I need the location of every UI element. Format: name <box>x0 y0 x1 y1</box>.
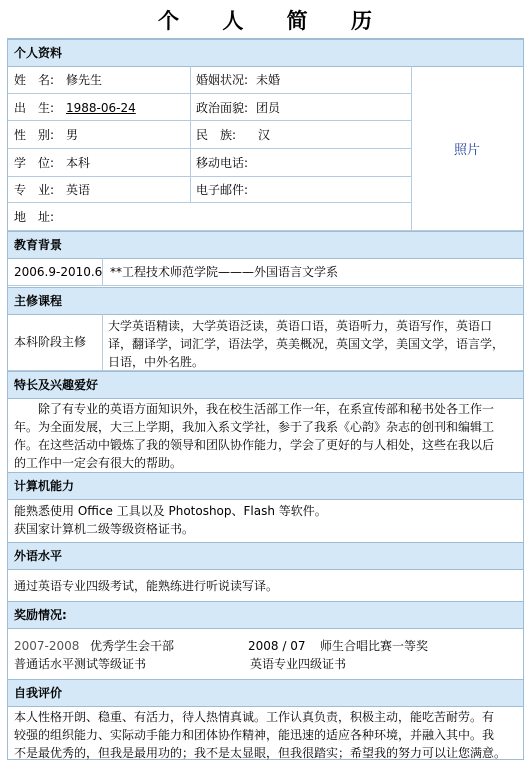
major-value: 英语 <box>66 183 91 197</box>
section-header-self: 自我评价 <box>8 679 523 707</box>
strengths-line: 年。为全面发展，大三上学期，我加入系文学社，参于了我系《心韵》杂志的创刊和编辑工 <box>14 420 495 434</box>
strengths-line: 的工作中一定会有很大的帮助。 <box>14 456 183 470</box>
self-text <box>14 708 506 762</box>
degree-value: 本科 <box>66 156 91 170</box>
award-title: 英语专业四级证书 <box>250 657 347 671</box>
ethnic-value: 汉 <box>258 128 271 142</box>
self-line: 较强的组织能力、实际动手能力和团体协作精神，能迅速的适应各种环境，并融入其中。我 <box>14 728 495 742</box>
self-line: 不是最优秀的，但我是最用功的；我不是太显眼，但我很踏实；希望我的努力可以让您满意。 <box>14 746 507 760</box>
language-text: 通过英语专业四级考试，能熟练进行听说读写译。 <box>14 579 279 593</box>
mobile-label: 移动电话: <box>196 156 249 170</box>
name-value: 修先生 <box>66 73 103 87</box>
marital-label: 婚姻状况: <box>196 73 249 87</box>
strengths-line: 作。在这些活动中锻炼了我的领导和团队协作能力，学会了更好的与人相处，这些在我以后 <box>14 438 495 452</box>
section-header-awards: 奖励情况: <box>8 601 523 629</box>
education-school: **工程技术师范学院———外国语言文学系 <box>110 265 339 279</box>
birth-value: 1988-06-24 <box>66 101 136 115</box>
education-period: 2006.9-2010.6 <box>14 265 103 279</box>
name-label: 姓 名: <box>14 73 55 87</box>
section-header-strengths: 特长及兴趣爱好 <box>8 371 523 399</box>
address-label: 地 址: <box>14 210 55 224</box>
strengths-text <box>14 400 494 472</box>
page-title: 个 人 简 历 <box>158 8 390 33</box>
computer-text <box>14 502 327 538</box>
section-header-personal: 个人资料 <box>8 39 523 67</box>
email-label: 电子邮件: <box>196 183 249 197</box>
major-label: 专 业: <box>14 183 55 197</box>
resume-sheet <box>7 38 524 760</box>
award-date: 2008 / 07 <box>248 639 306 653</box>
section-header-language: 外语水平 <box>8 542 523 570</box>
computer-line: 能熟悉使用 Office 工具以及 Photoshop、Flash 等软件。 <box>14 504 327 518</box>
birth-label: 出 生: <box>14 101 55 115</box>
strengths-line: 除了有专业的英语方面知识外，我在校生活部工作一年，在系宣传部和秘书处各工作一 <box>14 402 495 416</box>
self-line: 本人性格开朗、稳重、有活力，待人热情真诚。工作认真负责，积极主动，能吃苦耐劳。有 <box>14 710 495 724</box>
section-header-computer: 计算机能力 <box>8 472 523 500</box>
photo-placeholder: 照片 <box>454 143 481 158</box>
degree-label: 学 位: <box>14 156 55 170</box>
award-title: 优秀学生会干部 <box>90 639 175 653</box>
section-header-education: 教育背景 <box>8 231 523 259</box>
courses-line: 日语，中外名胜。 <box>108 355 205 369</box>
award-title: 普通话水平测试等级证书 <box>14 657 147 671</box>
courses-level: 本科阶段主修 <box>14 335 87 349</box>
courses-list <box>108 317 504 371</box>
awards-list <box>14 637 494 673</box>
marital-value: 未婚 <box>256 73 281 87</box>
courses-line: 译，翻译学，词汇学，语法学，英美概况，英国文学，美国文学，语言学， <box>108 337 505 351</box>
computer-line: 获国家计算机二级等级资格证书。 <box>14 522 195 536</box>
gender-label: 性 别: <box>14 128 55 142</box>
ethnic-label: 民 族: <box>196 128 237 142</box>
courses-line: 大学英语精读，大学英语泛读，英语口语，英语听力，英语写作，英语口 <box>108 319 493 333</box>
gender-value: 男 <box>66 128 79 142</box>
award-title: 师生合唱比赛一等奖 <box>320 639 429 653</box>
politics-value: 团员 <box>256 101 281 115</box>
politics-label: 政治面貌: <box>196 101 249 115</box>
award-date: 2007-2008 <box>14 639 80 653</box>
section-header-courses: 主修课程 <box>8 287 523 315</box>
